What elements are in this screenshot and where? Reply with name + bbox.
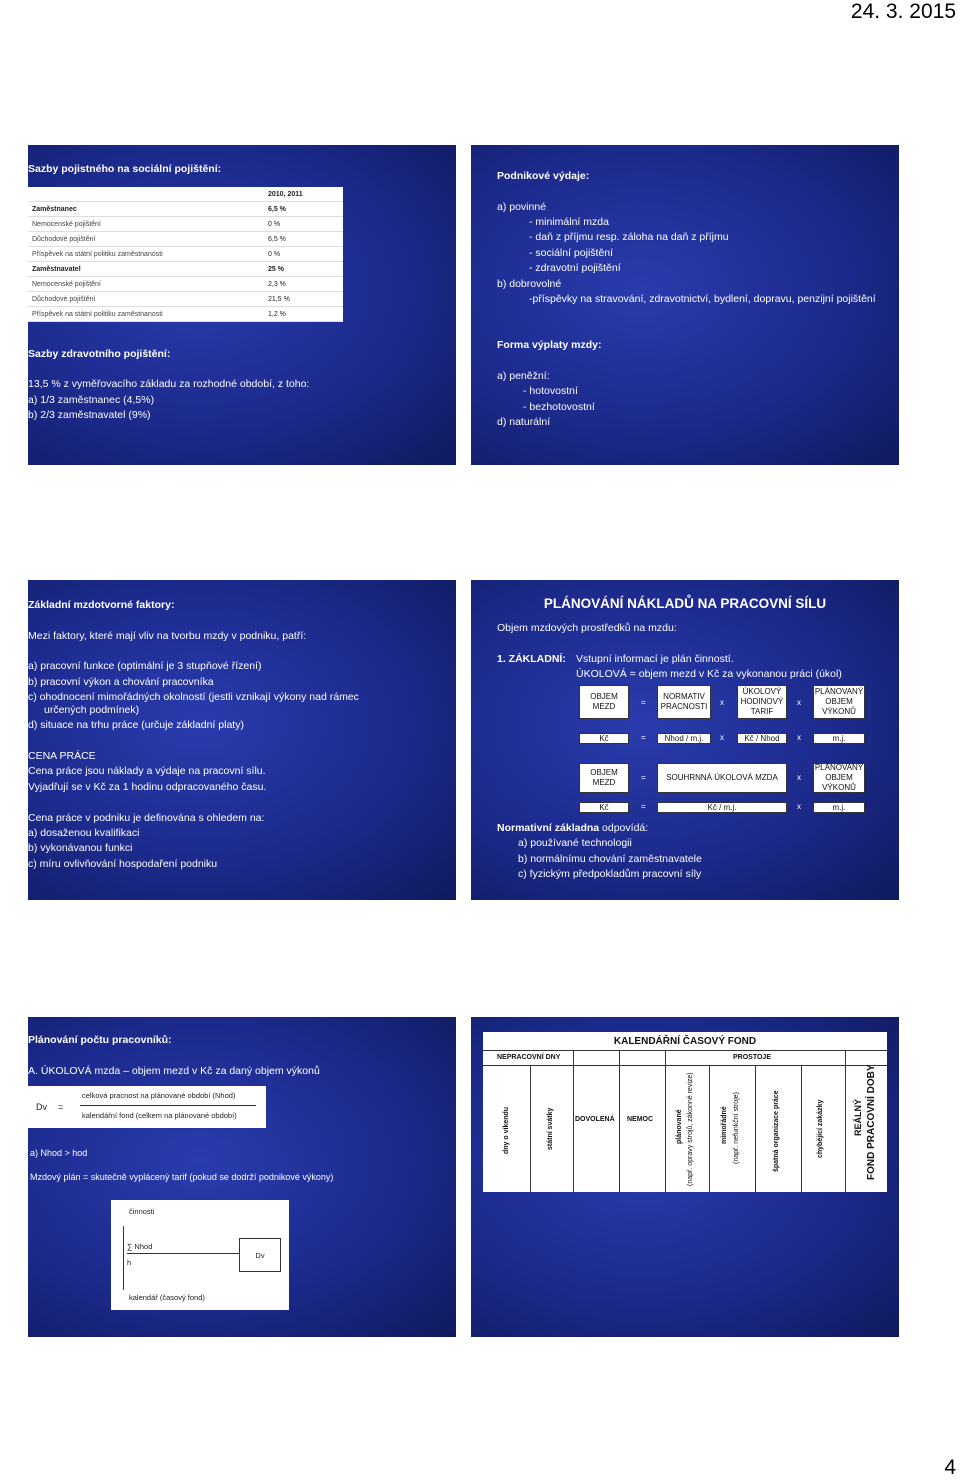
column-divider <box>530 1065 531 1192</box>
slide-headcount-planning <box>28 1017 456 1337</box>
table-row: Zaměstnanec 6,5 % <box>28 202 343 217</box>
text-line: a) 1/3 zaměstnanec (4,5%) <box>28 394 155 406</box>
fraction-line <box>80 1105 256 1106</box>
section-title-labour-price: CENA PRÁCE <box>28 750 96 762</box>
slide-labour-cost-planning <box>471 580 899 900</box>
unit-box: m.j. <box>813 733 865 744</box>
slide-title: Základní mzdotvorné faktory: <box>28 599 175 611</box>
unit-box: Kč <box>579 802 629 813</box>
column-divider <box>755 1065 756 1192</box>
formula-dv <box>28 1086 266 1128</box>
list-item: c) míru ovlivňování hospodaření podniku <box>28 858 218 870</box>
text-line: Mzdový plán = skutečně vyplácený tarif (pokud se dodrží podnikové výkony) <box>30 1172 334 1182</box>
column-extraordinary-note: (např. nefunkční stroje) <box>733 1092 740 1164</box>
text-line: 1. ZÁKLADNÍ: <box>497 653 566 665</box>
formula-box: PLÁNOVANÝ OBJEM VÝKONŮ <box>814 763 864 792</box>
text-line: Cena práce jsou náklady a výdaje na pracovní sílu. <box>28 765 266 777</box>
dv-symbol: Dv <box>36 1102 47 1112</box>
column-holidays: státní svátky <box>547 1107 554 1150</box>
list-item: b) pracovní výkon a chování pracovníka <box>28 676 214 688</box>
text-line: A. ÚKOLOVÁ mzda – objem mezd v Kč za daný objem výkonů <box>28 1065 320 1077</box>
column-divider <box>573 1050 574 1192</box>
list-item: c) fyzickým předpokladům pracovní síly <box>518 868 702 880</box>
list-item: a) dosaženou kvalifikaci <box>28 827 140 839</box>
text-line: Vyjadřují se v Kč za 1 hodinu odpracovaného času. <box>28 781 267 793</box>
operator: x <box>797 698 801 707</box>
text-line: - sociální pojištění <box>529 247 614 259</box>
operator: = <box>641 698 646 707</box>
text-line: Vstupní informací je plán činností. <box>576 653 734 665</box>
table-header: 2010, 2011 <box>28 187 343 202</box>
table-row: Důchodové pojištění 21,5 % <box>28 292 343 307</box>
text-line: ÚKOLOVÁ = objem mezd v Kč za vykonanou práci (úkol) <box>576 668 842 680</box>
text-line: b) dobrovolné <box>497 278 562 290</box>
text-line: - daň z příjmu resp. záloha na daň z příjmu <box>529 231 729 243</box>
list-item: b) vykonávanou funkci <box>28 842 133 854</box>
unit-box: Kč / m.j. <box>657 802 787 813</box>
diagram-title: KALENDÁŘNÍ ČASOVÝ FOND <box>613 1036 757 1047</box>
operator: x <box>797 733 801 742</box>
axis-line <box>123 1226 124 1290</box>
column-vacation: DOVOLENÁ <box>575 1116 615 1123</box>
text-line: -příspěvky na stravování, zdravotnictví, bydlení, dopravu, penzijní pojištění <box>529 293 876 305</box>
table-row: Zaměstnavatel 25 % <box>28 262 343 277</box>
list-item: a) pracovní funkce (optimální je 3 stupňové řízení) <box>28 660 262 672</box>
formula-box: PLÁNOVANÝ OBJEM VÝKONŮ <box>813 685 865 719</box>
text-line: 13,5 % z vyměřovacího základu za rozhodné období, z toho: <box>28 378 310 390</box>
subtitle: Objem mzdových prostředků na mzdu: <box>497 622 677 634</box>
slide-title: PLÁNOVÁNÍ NÁKLADŮ NA PRACOVNÍ SÍLU <box>543 596 827 611</box>
text-line: - zdravotní pojištění <box>529 262 621 274</box>
text-line: - hotovostní <box>523 385 578 397</box>
insurance-rates-table <box>28 187 343 322</box>
unit-box: m.j. <box>813 802 865 813</box>
formula-box: OBJEM MEZD <box>579 763 629 793</box>
text-line: Normativní základna odpovídá: <box>497 822 649 834</box>
dv-box: Dv <box>239 1238 281 1272</box>
operator: = <box>58 1102 64 1112</box>
group-label-downtime: PROSTOJE <box>733 1054 771 1061</box>
unit-box: Kč <box>579 733 629 744</box>
operator: x <box>720 698 724 707</box>
formula-box: OBJEM MEZD <box>579 685 629 719</box>
operator: x <box>797 773 801 782</box>
slide-title: Sazby pojistného na sociální pojištění: <box>28 163 222 175</box>
column-sickness: NEMOC <box>627 1116 654 1123</box>
fraction-line <box>127 1253 239 1254</box>
column-divider <box>709 1065 710 1192</box>
table-row: Příspěvek na státní politiku zaměstnanosti 0 % <box>28 247 343 262</box>
text-line: a) peněžní: <box>497 370 550 382</box>
slide-company-expenses <box>471 145 899 465</box>
numerator: celková pracnost na plánované období (Nhod) <box>82 1091 236 1100</box>
label-calendar: kalendář (časový fond) <box>129 1293 205 1302</box>
formula-box: NORMATIV PRACNOSTI <box>657 685 711 719</box>
operator: = <box>641 773 646 782</box>
page-number: 4 <box>944 1456 956 1479</box>
column-extraordinary: mimořádné <box>721 1106 728 1144</box>
slide-calendar-fund <box>471 1017 899 1337</box>
column-missing-orders: chybějící zakázky <box>817 1099 824 1158</box>
text-line: b) 2/3 zaměstnavatel (9%) <box>28 409 151 421</box>
table-row: Důchodové pojištění 6,5 % <box>28 232 343 247</box>
table-row: Nemocenské pojištění 0 % <box>28 217 343 232</box>
operator: = <box>641 733 646 742</box>
table-row: Příspěvek na státní politiku zaměstnanosti 1,2 % <box>28 307 343 322</box>
headcount-diagram <box>111 1200 289 1310</box>
column-divider <box>801 1065 802 1192</box>
operator: x <box>797 802 801 811</box>
column-real-fund-label: FOND PRACOVNÍ DOBY <box>866 1064 877 1180</box>
text-line: d) naturální <box>497 416 551 428</box>
operator: = <box>641 802 646 811</box>
divider <box>483 1050 887 1051</box>
slide-title: Podnikové výdaje: <box>497 170 590 182</box>
formula-box: SOUHRNNÁ ÚKOLOVÁ MZDA <box>657 763 787 793</box>
column-planned-note: (např. opravy strojů, zákonné revize) <box>687 1072 694 1186</box>
text-line: a) Nhod > hod <box>30 1148 88 1158</box>
unit-box: Kč / Nhod <box>737 733 787 744</box>
group-label-nonworking: NEPRACOVNÍ DNY <box>497 1054 561 1061</box>
operator: x <box>720 733 724 742</box>
text-line: Cena práce v podniku je definována s ohledem na: <box>28 812 265 824</box>
column-divider <box>845 1050 846 1192</box>
text-line: - minimální mzda <box>529 216 609 228</box>
text-line: a) povinné <box>497 201 547 213</box>
list-item: určených podmínek) <box>44 704 140 716</box>
slide-social-insurance <box>28 145 456 465</box>
section-title-health: Sazby zdravotního pojištění: <box>28 348 171 360</box>
label-activities: činnosti <box>129 1207 155 1216</box>
text-line: - bezhotovostní <box>523 401 595 413</box>
list-item: b) normálnímu chování zaměstnavatele <box>518 853 702 865</box>
divider <box>483 1065 887 1066</box>
list-item: c) ohodnocení mimořádných okolností (jestli vznikají výkony nad rámec <box>28 691 359 703</box>
list-item: a) používané technologii <box>518 837 632 849</box>
table-row: Nemocenské pojištění 2,3 % <box>28 277 343 292</box>
column-weekend: dny o víkendu <box>503 1106 510 1154</box>
section-title-payment-form: Forma výplaty mzdy: <box>497 339 602 351</box>
calendar-fund-diagram <box>483 1032 887 1192</box>
column-real-fund: REÁLNÝ <box>853 1098 863 1136</box>
label-h: h <box>127 1258 132 1267</box>
formula-box: ÚKOLOVÝ HODINOVÝ TARIF <box>737 685 787 719</box>
column-planned: plánované <box>676 1109 683 1144</box>
slide-wage-factors <box>28 580 456 900</box>
denominator: kalendářní fond (celkem na plánované období) <box>82 1111 237 1120</box>
column-divider <box>619 1050 620 1192</box>
unit-box: Nhod / m.j. <box>657 733 711 744</box>
label-sum: ∑ Nhod <box>127 1242 153 1251</box>
column-divider <box>665 1050 666 1192</box>
text-line: Mezi faktory, které mají vliv na tvorbu mzdy v podniku, patří: <box>28 630 307 642</box>
list-item: d) situace na trhu práce (určuje základní platy) <box>28 719 244 731</box>
column-bad-organization: špatná organizace práce <box>773 1090 780 1172</box>
slide-title: Plánování počtu pracovníků: <box>28 1034 172 1046</box>
page-date: 24. 3. 2015 <box>850 0 956 23</box>
